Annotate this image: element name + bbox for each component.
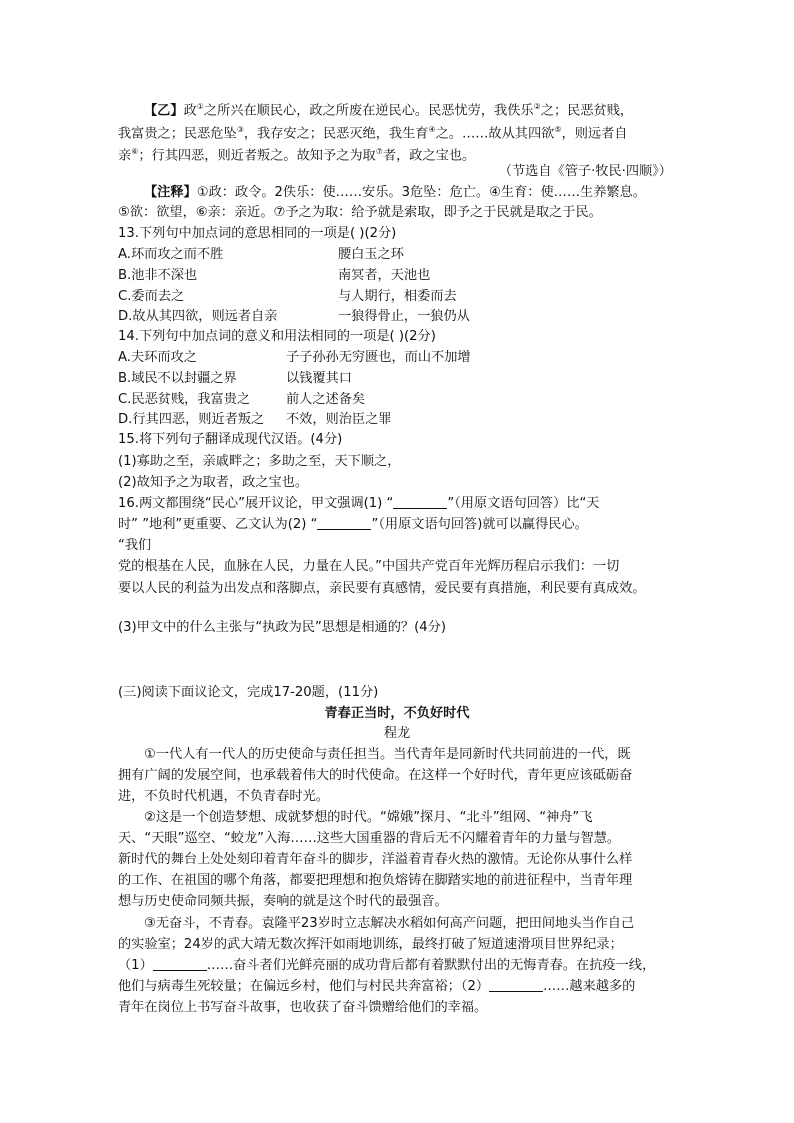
article-p2-line-4: 的工作、在祖国的哪个角落，都要把理想和抱负熔铸在脚踏实地的前进征程中，当青年理 — [118, 873, 633, 888]
article-author: 程龙 — [383, 726, 411, 741]
q16-line-2: 时” ”地利”更重要、乙文认为(2) “ ”（用原文语句回答)就可以赢得民心。 — [118, 517, 588, 532]
answer-blank[interactable] — [393, 494, 447, 509]
note-marker: ⑤ — [554, 125, 562, 134]
q13-option-b: B.池非不深也 南冥者，天池也 — [118, 268, 431, 283]
part3-heading: (三)阅读下面议论文，完成17-20题，(11分) — [118, 685, 379, 700]
yi-label: 【乙】 — [144, 103, 184, 119]
q15-sentence-2: (2)故知予之为取者，政之宝也。 — [118, 475, 309, 490]
answer-blank[interactable] — [153, 956, 207, 971]
note-marker: ③ — [236, 125, 244, 134]
q13-option-d: D.故从其四欲，则远者自亲 一狼得骨止，一狼仍从 — [118, 309, 470, 324]
notes-label: 【注释】 — [144, 185, 197, 200]
article-p3-line-3: （1） ……奋斗者们光鲜亮丽的成功背后都有着默默付出的无悔青春。在抗疫一线， — [118, 958, 656, 973]
note-marker: ⑦ — [375, 147, 383, 156]
yi-notes-line-2: ⑤欲：欲望，⑥亲：亲近。⑦予之为取：给予就是索取，即予之于民就是取之于民。 — [118, 205, 602, 220]
answer-blank[interactable] — [489, 977, 543, 992]
yi-text-line-1: 【乙】政①之所兴在顺民心，政之所废在逆民心。民恶忧劳，我佚乐②之；民恶贫贱， — [144, 102, 634, 119]
q14-option-c: C.民恶贫贱，我富贵之 前人之述备矣 — [118, 392, 366, 407]
q14-option-a: A.夫环而攻之 子子孙孙无穷匮也，而山不加增 — [118, 350, 471, 365]
yi-text-line-2: 我富贵之；民恶危坠③，我存安之；民恶灭绝，我生育④之。……故从其四欲⑤，则远者自 — [118, 125, 628, 142]
q13-stem: 13.下列句中加点词的意思相同的一项是( )(2分) — [118, 226, 397, 241]
q15-stem: 15.将下列句子翻译成现代汉语。(4分) — [118, 432, 343, 447]
answer-blank[interactable] — [317, 515, 371, 530]
q14-stem: 14.下列句中加点词的意义和用法相同的一项是( )(2分) — [118, 329, 436, 344]
note-marker: ① — [196, 102, 204, 111]
article-p1-line-2: 拥有广阔的发展空间，也承载着伟大的时代使命。在这样一个好时代，青年更应该砥砺奋 — [118, 768, 633, 783]
q16-line-4: 党的根基在人民，血脉在人民，力量在人民。”中国共产党百年光辉历程启示我们：一切 — [118, 559, 620, 574]
q14-option-b: B.域民不以封疆之界 以钱覆其口 — [118, 371, 352, 386]
note-marker: ⑥ — [131, 147, 139, 156]
q14-option-d: D.行其四恶，则近者叛之 不效，则治臣之罪 — [118, 412, 392, 427]
q16-line-3: “我们 — [118, 538, 152, 553]
article-p3-line-1: ③无奋斗，不青春。袁隆平23岁时立志解决水稻如何高产问题，把田间地头当作自己 — [144, 916, 635, 931]
q13-option-c: C.委而去之 与人期行，相委而去 — [118, 289, 457, 304]
q16-line-1: 16.两文都围绕“民心”展开议论，甲文强调(1) “ ”（用原文语句回答）比“天 — [118, 496, 600, 511]
article-p2-line-3: 新时代的舞台上处处刻印着青年奋斗的脚步，洋溢着青春火热的激情。无论你从事什么样 — [118, 852, 633, 867]
q13-option-a: A.环而攻之而不胜 腰白玉之环 — [118, 247, 404, 262]
yi-notes-line-1: 【注释】①政：政令。2佚乐：使……安乐。3危坠：危亡。④生育：使……生养繁息。 — [144, 185, 646, 200]
article-p1-line-1: ①一代人有一代人的历史使命与责任担当。当代青年是同新时代共同前进的一代，既 — [144, 747, 631, 762]
article-p3-line-4: 他们与病毒生死较量；在偏远乡村，他们与村民共奔富裕；（2） ……越来越多的 — [118, 979, 636, 994]
q16-line-5: 要以人民的利益为出发点和落脚点，亲民要有真感情，爱民要有真措施，利民要有真成效。 — [118, 581, 646, 596]
article-p2-line-2: 天、“天眼”巡空、“蛟龙”入海……这些大国重器的背后无不闪耀着青年的力量与智慧。 — [118, 831, 621, 846]
article-p3-line-2: 的实验室；24岁的武大靖无数次挥汗如雨地训练，最终打破了短道速滑项目世界纪录； — [118, 937, 623, 952]
q15-sentence-1: (1)寡助之至，亲戚畔之；多助之至，天下顺之， — [118, 454, 401, 469]
q16-line-6: (3)甲文中的什么主张与“执政为民”思想是相通的？(4分) — [118, 620, 446, 635]
article-p3-line-5: 青年在岗位上书写奋斗故事，也收获了奋斗馈赠给他们的幸福。 — [118, 1000, 488, 1015]
article-title: 青春正当时，不负好时代 — [324, 706, 470, 721]
article-p2-line-1: ②这是一个创造梦想、成就梦想的时代。“嫦娥”探月、“北斗”组网、“神舟”飞 — [144, 810, 593, 825]
article-p1-line-3: 进，不负时代机遇，不负青春时光。 — [118, 789, 329, 804]
article-p2-line-5: 想与历史使命同频共振，奏响的就是这个时代的最强音。 — [118, 894, 448, 909]
yi-text-line-3: 亲⑥；行其四恶，则近者叛之。故知予之为取⑦者，政之宝也。 — [118, 147, 476, 164]
note-marker: ② — [533, 102, 541, 111]
yi-source: （节选自《管子·牧民·四顺》） — [498, 164, 672, 179]
note-marker: ④ — [428, 125, 436, 134]
